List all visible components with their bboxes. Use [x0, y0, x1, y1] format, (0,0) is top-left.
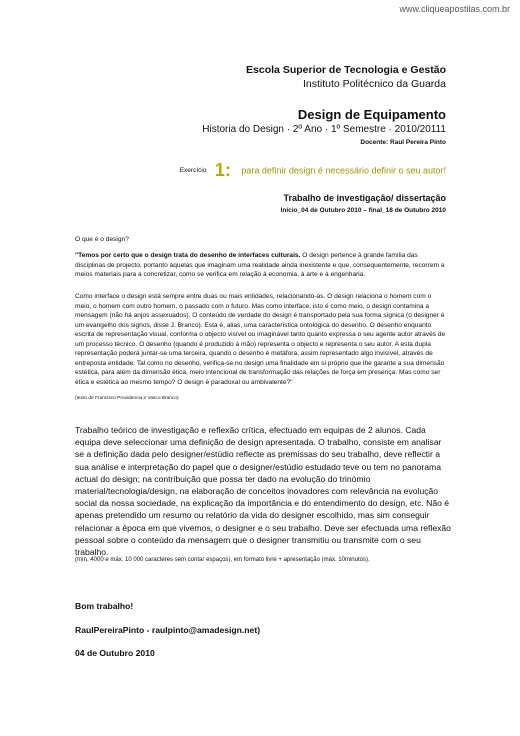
- quote-rest: O design pertence à grande família das disciplinas de projecto, portanto àquelas que imaginam uma realidade ainda inexistente e que, consequentemente, recorrem a meios materiais para a concretizar, como se verifica em relação à economia, à arte e à engenharia.: [75, 252, 445, 278]
- work-dates: Início_04 de Outubro 2010 – final_18 de Outubro 2010: [280, 207, 446, 214]
- school-name: Escola Superior de Tecnologia e Gestão: [246, 64, 446, 76]
- institute-name: Instituto Politécnico da Guarda: [302, 78, 446, 90]
- assignment-text: Trabalho teórico de investigação e reflexão crítica, efectuado em equipas de 2 alunos. Cada equipa deve seleccionar uma definição de design apresentada. O trabalho, consiste em analisar se a definição dada pelo designer/estúdio reflecte as premissas do seu trabalho, deve reflectir a sua análise e interpretação do papel que o designer/estúdio estudado teve ou tem no panorama actual do design; na contribuição que possa ter dado na evolução do trinómio material/tecnologia/design, na elaboração de conceitos inovadores com relevância na evolução social da nossa sociedade, na explicação da importância e do entendimento do design, etc. Não é apenas pretendido um resumo ou relatório da vida do designer escolhido, mas sim conseguir relacionar a época em que vivemos, o designer e o seu trabalho. Deve ser efectuada uma reflexão pessoal sobre o conteúdo da mensagem que o designer transmitiu ou transmite com o seu trabalho.: [75, 425, 451, 558]
- exercise-title: para definir design é necessário definir o seu autor!: [241, 165, 446, 176]
- exercise-heading: [180, 160, 446, 181]
- course-subtitle: Historia do Design · 2º Ano · 1º Semestre · 2010/20111: [202, 124, 446, 135]
- quote-bold: "Temos por certo que o design trata do desenho de interfaces culturais.: [75, 252, 301, 259]
- closing-date: 04 de Outubro 2010: [75, 648, 155, 658]
- closing-greeting: Bom trabalho!: [75, 601, 134, 611]
- course-title: Design de Equipamento: [297, 107, 446, 122]
- text-credit: (texto de Francisco Providencia e Vasco Branco): [75, 396, 179, 401]
- quote-paragraph: [75, 251, 447, 280]
- watermark: www.cliqueapostilas.com.br: [399, 4, 510, 14]
- closing-contact: RaulPereiraPinto - raulpinto@amadesign.net): [75, 625, 261, 635]
- exercise-label: Exercício: [179, 167, 207, 174]
- body-paragraph: Como interface o design está sempre entre duas ou mais entidades, relacionando-as. O design relaciona o homem com o meio, o homem com outro homem, o passado com o futuro. Mas como interface, isto é como meio, o design contamina a mensagem (não há anjos assexuados). O conteúdo de verdade do design é transportado pela sua forma sígnica (o designer é um evangelho dos signos, disse J. Branco). Esta é, alias, uma característica ontológica do desenho. O desenho enquanto escrita de representação visual, conforma o objecto visível ou imaginável tanto quanto expressa o seu agente autor através de um processo técnico. O desenho (quando é produzido à mão) representa o objecto e representa o seu autor. A esta dupla representação poderá juntar-se uma terceira, quando o desenho é metáfora, assim representado algo invisível, através de entreposta entidade. Tal como no desenho, verifica-se no design uma finalidade em si próprio que lhe garante a sua dimensão estética, para além da dimensão ética, meio intencional de transformação das relações de força em presença. Mas como ser ética e estética ao mesmo tempo? O design é paradoxal ou ambivalente?": [75, 293, 446, 386]
- length-note: (mín. 4000 e máx. 10 000 caracteres sem contar espaços), em formato livre + apresentação (máx. 10minutos).: [75, 557, 370, 563]
- question: O que é o design?: [75, 236, 129, 243]
- exercise-number: 1:: [214, 160, 231, 180]
- work-title: Trabalho de investigação/ dissertação: [283, 193, 446, 203]
- teacher-name: Docente: Raul Pereira Pinto: [360, 139, 446, 146]
